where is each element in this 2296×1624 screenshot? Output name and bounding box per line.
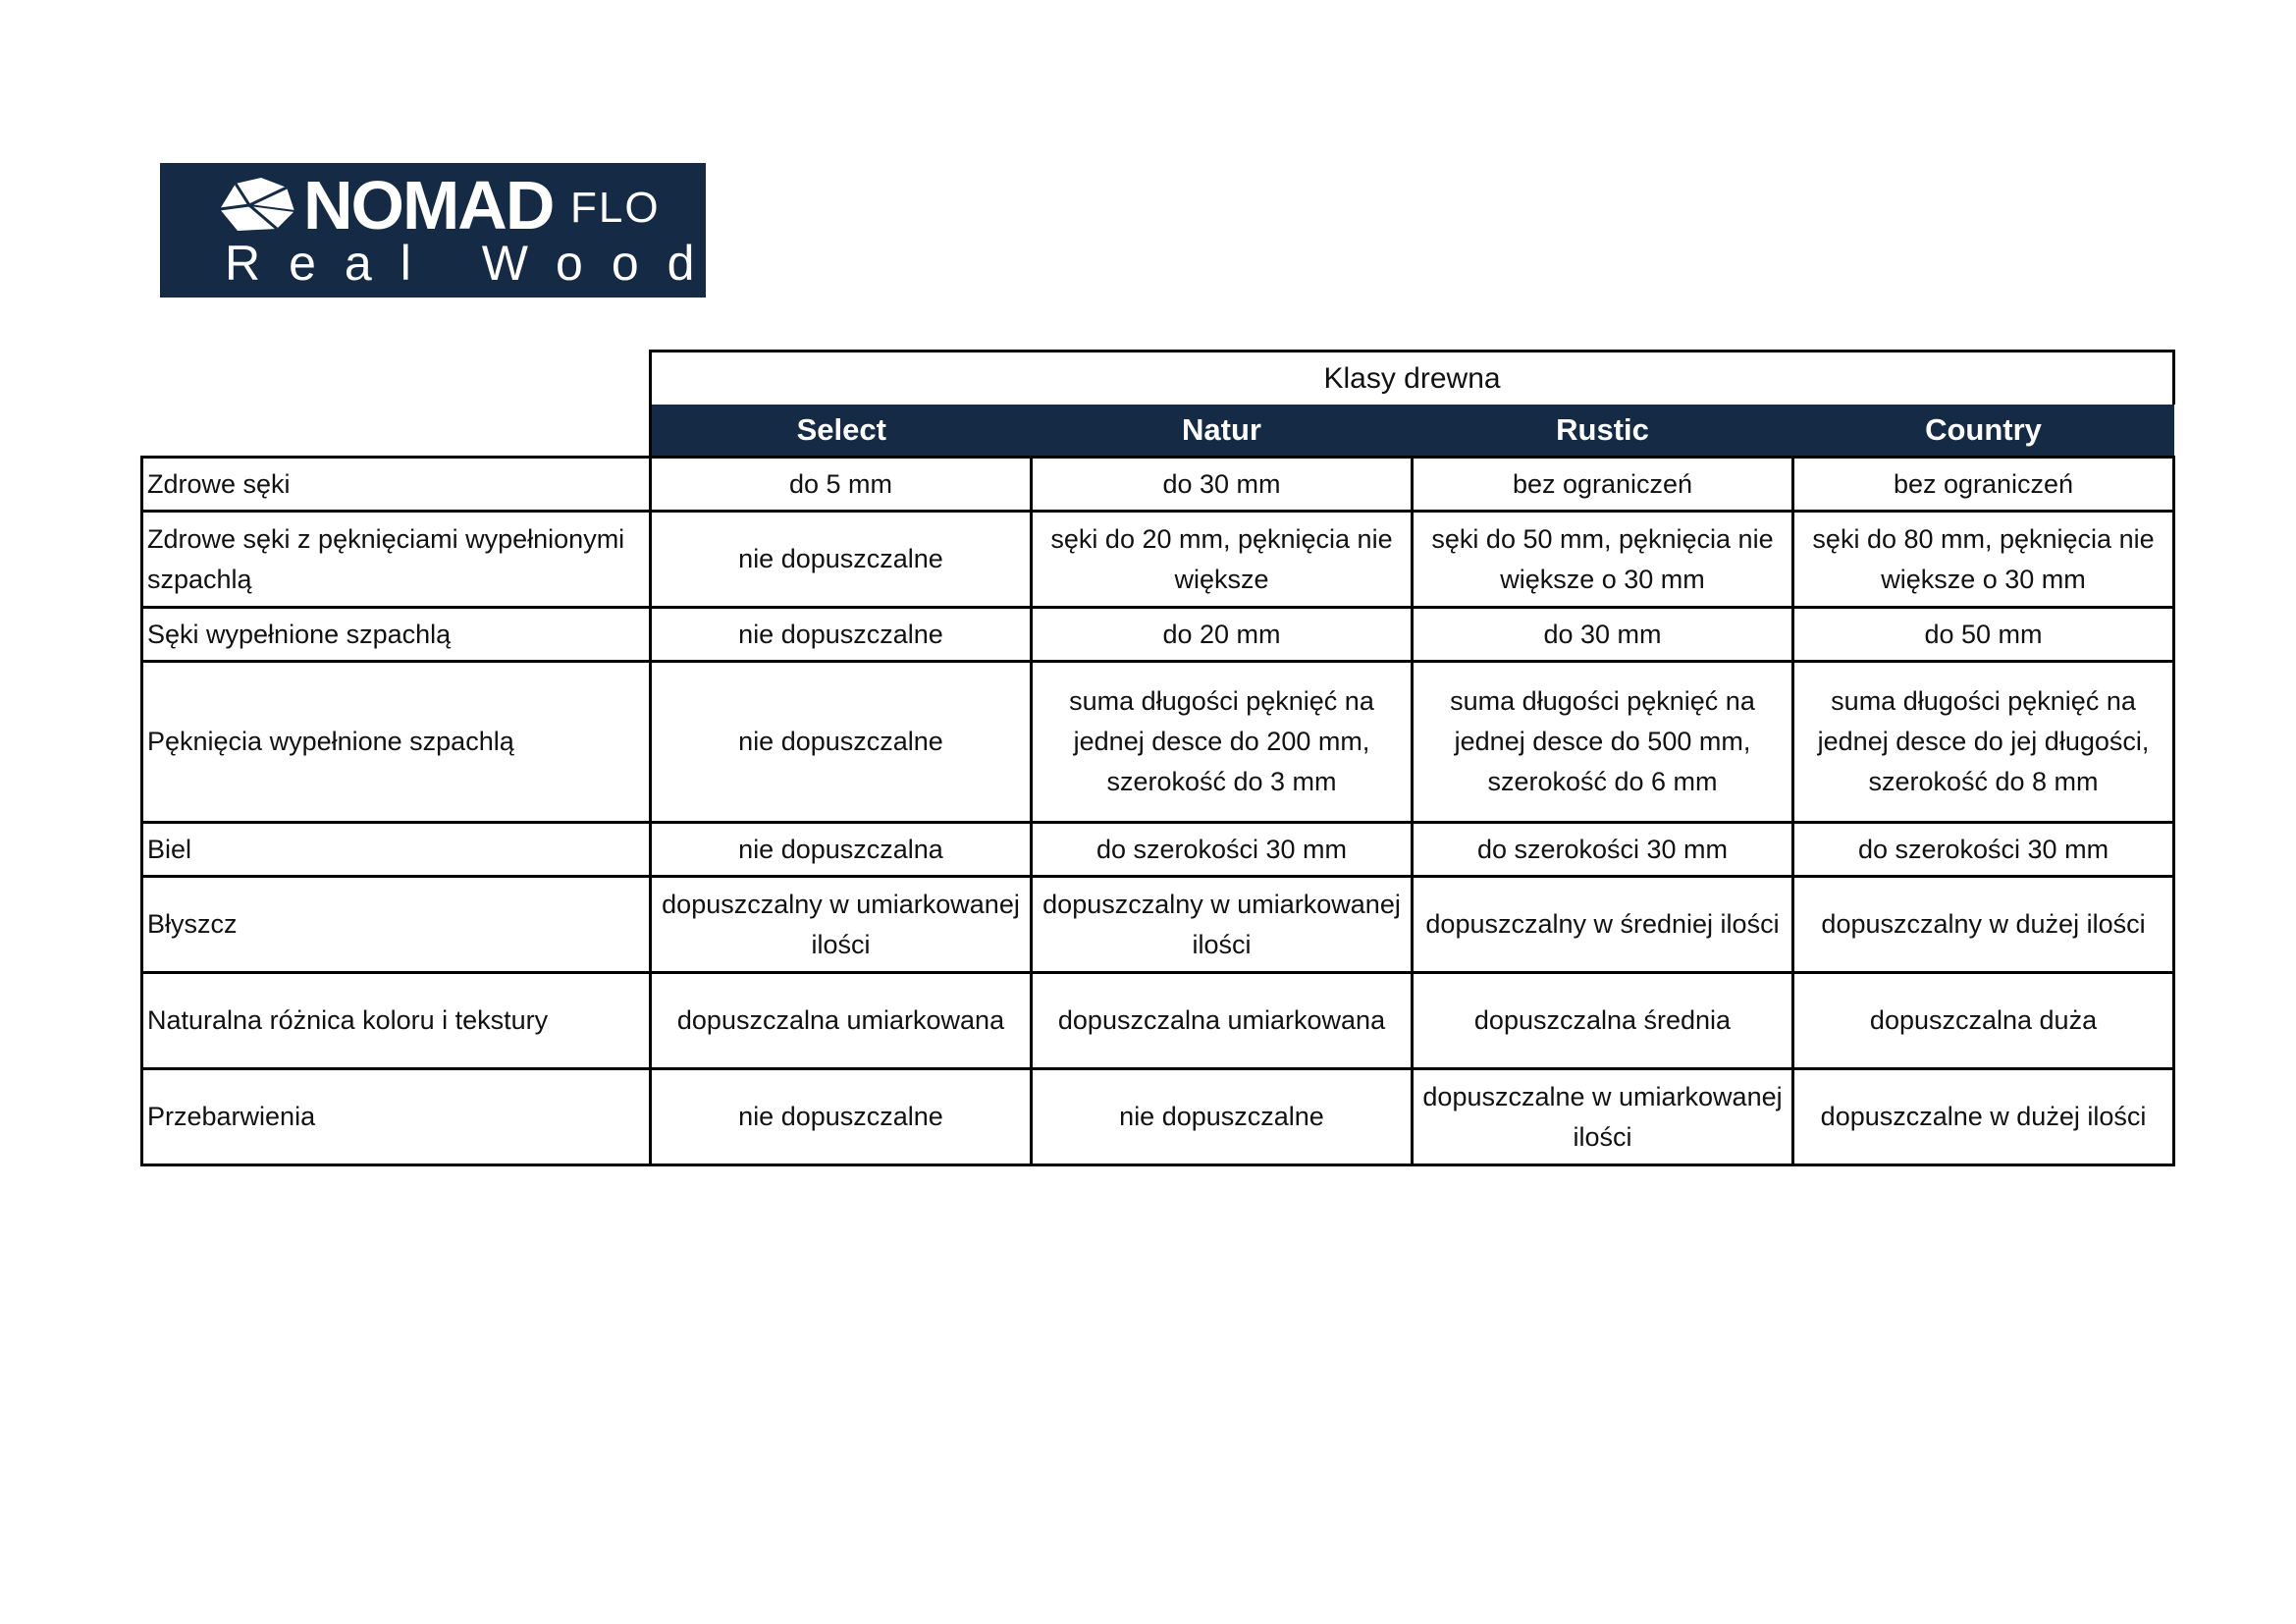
row-label: Zdrowe sęki [142,458,651,512]
table-cell: do 30 mm [1032,458,1413,512]
table-row [142,608,2174,662]
row-label: Błyszcz [142,877,651,973]
table-cell: do szerokości 30 mm [1793,823,2174,877]
table-cell: dopuszczalny w umiarkowanej ilości [1032,877,1413,973]
table-row [142,973,2174,1069]
table-row [142,662,2174,823]
table-cell: suma długości pęknięć na jednej desce do jej długości, szerokość do 8 mm [1793,662,2174,823]
class-header: Natur [1032,405,1413,458]
row-label: Przebarwienia [142,1069,651,1165]
table-row [142,823,2174,877]
blank-corner [142,352,651,405]
table-cell: sęki do 20 mm, pęknięcia nie większe [1032,512,1413,608]
table-cell: dopuszczalna umiarkowana [651,973,1032,1069]
table-cell: nie dopuszczalne [651,608,1032,662]
table-cell: dopuszczalne w umiarkowanej ilości [1413,1069,1793,1165]
table-cell: suma długości pęknięć na jednej desce do 500 mm, szerokość do 6 mm [1413,662,1793,823]
logo-suffix: FLO [570,184,661,232]
table-cell: dopuszczalna umiarkowana [1032,973,1413,1069]
class-header: Select [651,405,1032,458]
group-header-row [142,352,2174,405]
table-cell: nie dopuszczalna [651,823,1032,877]
class-header-row [142,405,2174,458]
brand-logo [160,163,723,298]
row-label: Pęknięcia wypełnione szpachlą [142,662,651,823]
blank-corner [142,405,651,458]
table-cell: do szerokości 30 mm [1413,823,1793,877]
table-cell: sęki do 80 mm, pęknięcia nie większe o 30 mm [1793,512,2174,608]
table-cell: dopuszczalna średnia [1413,973,1793,1069]
table-cell: dopuszczalne w dużej ilości [1793,1069,2174,1165]
table-cell: nie dopuszczalne [651,662,1032,823]
stone-icon [216,176,296,235]
table-cell: sęki do 50 mm, pęknięcia nie większe o 30 mm [1413,512,1793,608]
table-cell: dopuszczalny w dużej ilości [1793,877,2174,973]
table-cell: dopuszczalna duża [1793,973,2174,1069]
table-cell: do 5 mm [651,458,1032,512]
table-cell: suma długości pęknięć na jednej desce do 200 mm, szerokość do 3 mm [1032,662,1413,823]
table-cell: dopuszczalny w umiarkowanej ilości [651,877,1032,973]
table-cell: dopuszczalny w średniej ilości [1413,877,1793,973]
table-cell: nie dopuszczalne [1032,1069,1413,1165]
table-cell: do 20 mm [1032,608,1413,662]
table-row [142,1069,2174,1165]
group-title: Klasy drewna [651,352,2174,405]
row-label: Biel [142,823,651,877]
table-cell: do 30 mm [1413,608,1793,662]
table-cell: do 50 mm [1793,608,2174,662]
class-header: Country [1793,405,2174,458]
row-label: Naturalna różnica koloru i tekstury [142,973,651,1069]
logo-brand: NOMAD [303,167,554,244]
table-row [142,877,2174,973]
class-header: Rustic [1413,405,1793,458]
table-cell: nie dopuszczalne [651,1069,1032,1165]
row-label: Zdrowe sęki z pęknięciami wypełnionymi szpachlą [142,512,651,608]
table-cell: bez ograniczeń [1793,458,2174,512]
table-cell: do szerokości 30 mm [1032,823,1413,877]
row-label: Sęki wypełnione szpachlą [142,608,651,662]
table-cell: nie dopuszczalne [651,512,1032,608]
table-row [142,458,2174,512]
table-row [142,512,2174,608]
wood-grade-table [140,350,2175,1166]
logo-tagline: Real Wood [225,236,723,291]
table-cell: bez ograniczeń [1413,458,1793,512]
